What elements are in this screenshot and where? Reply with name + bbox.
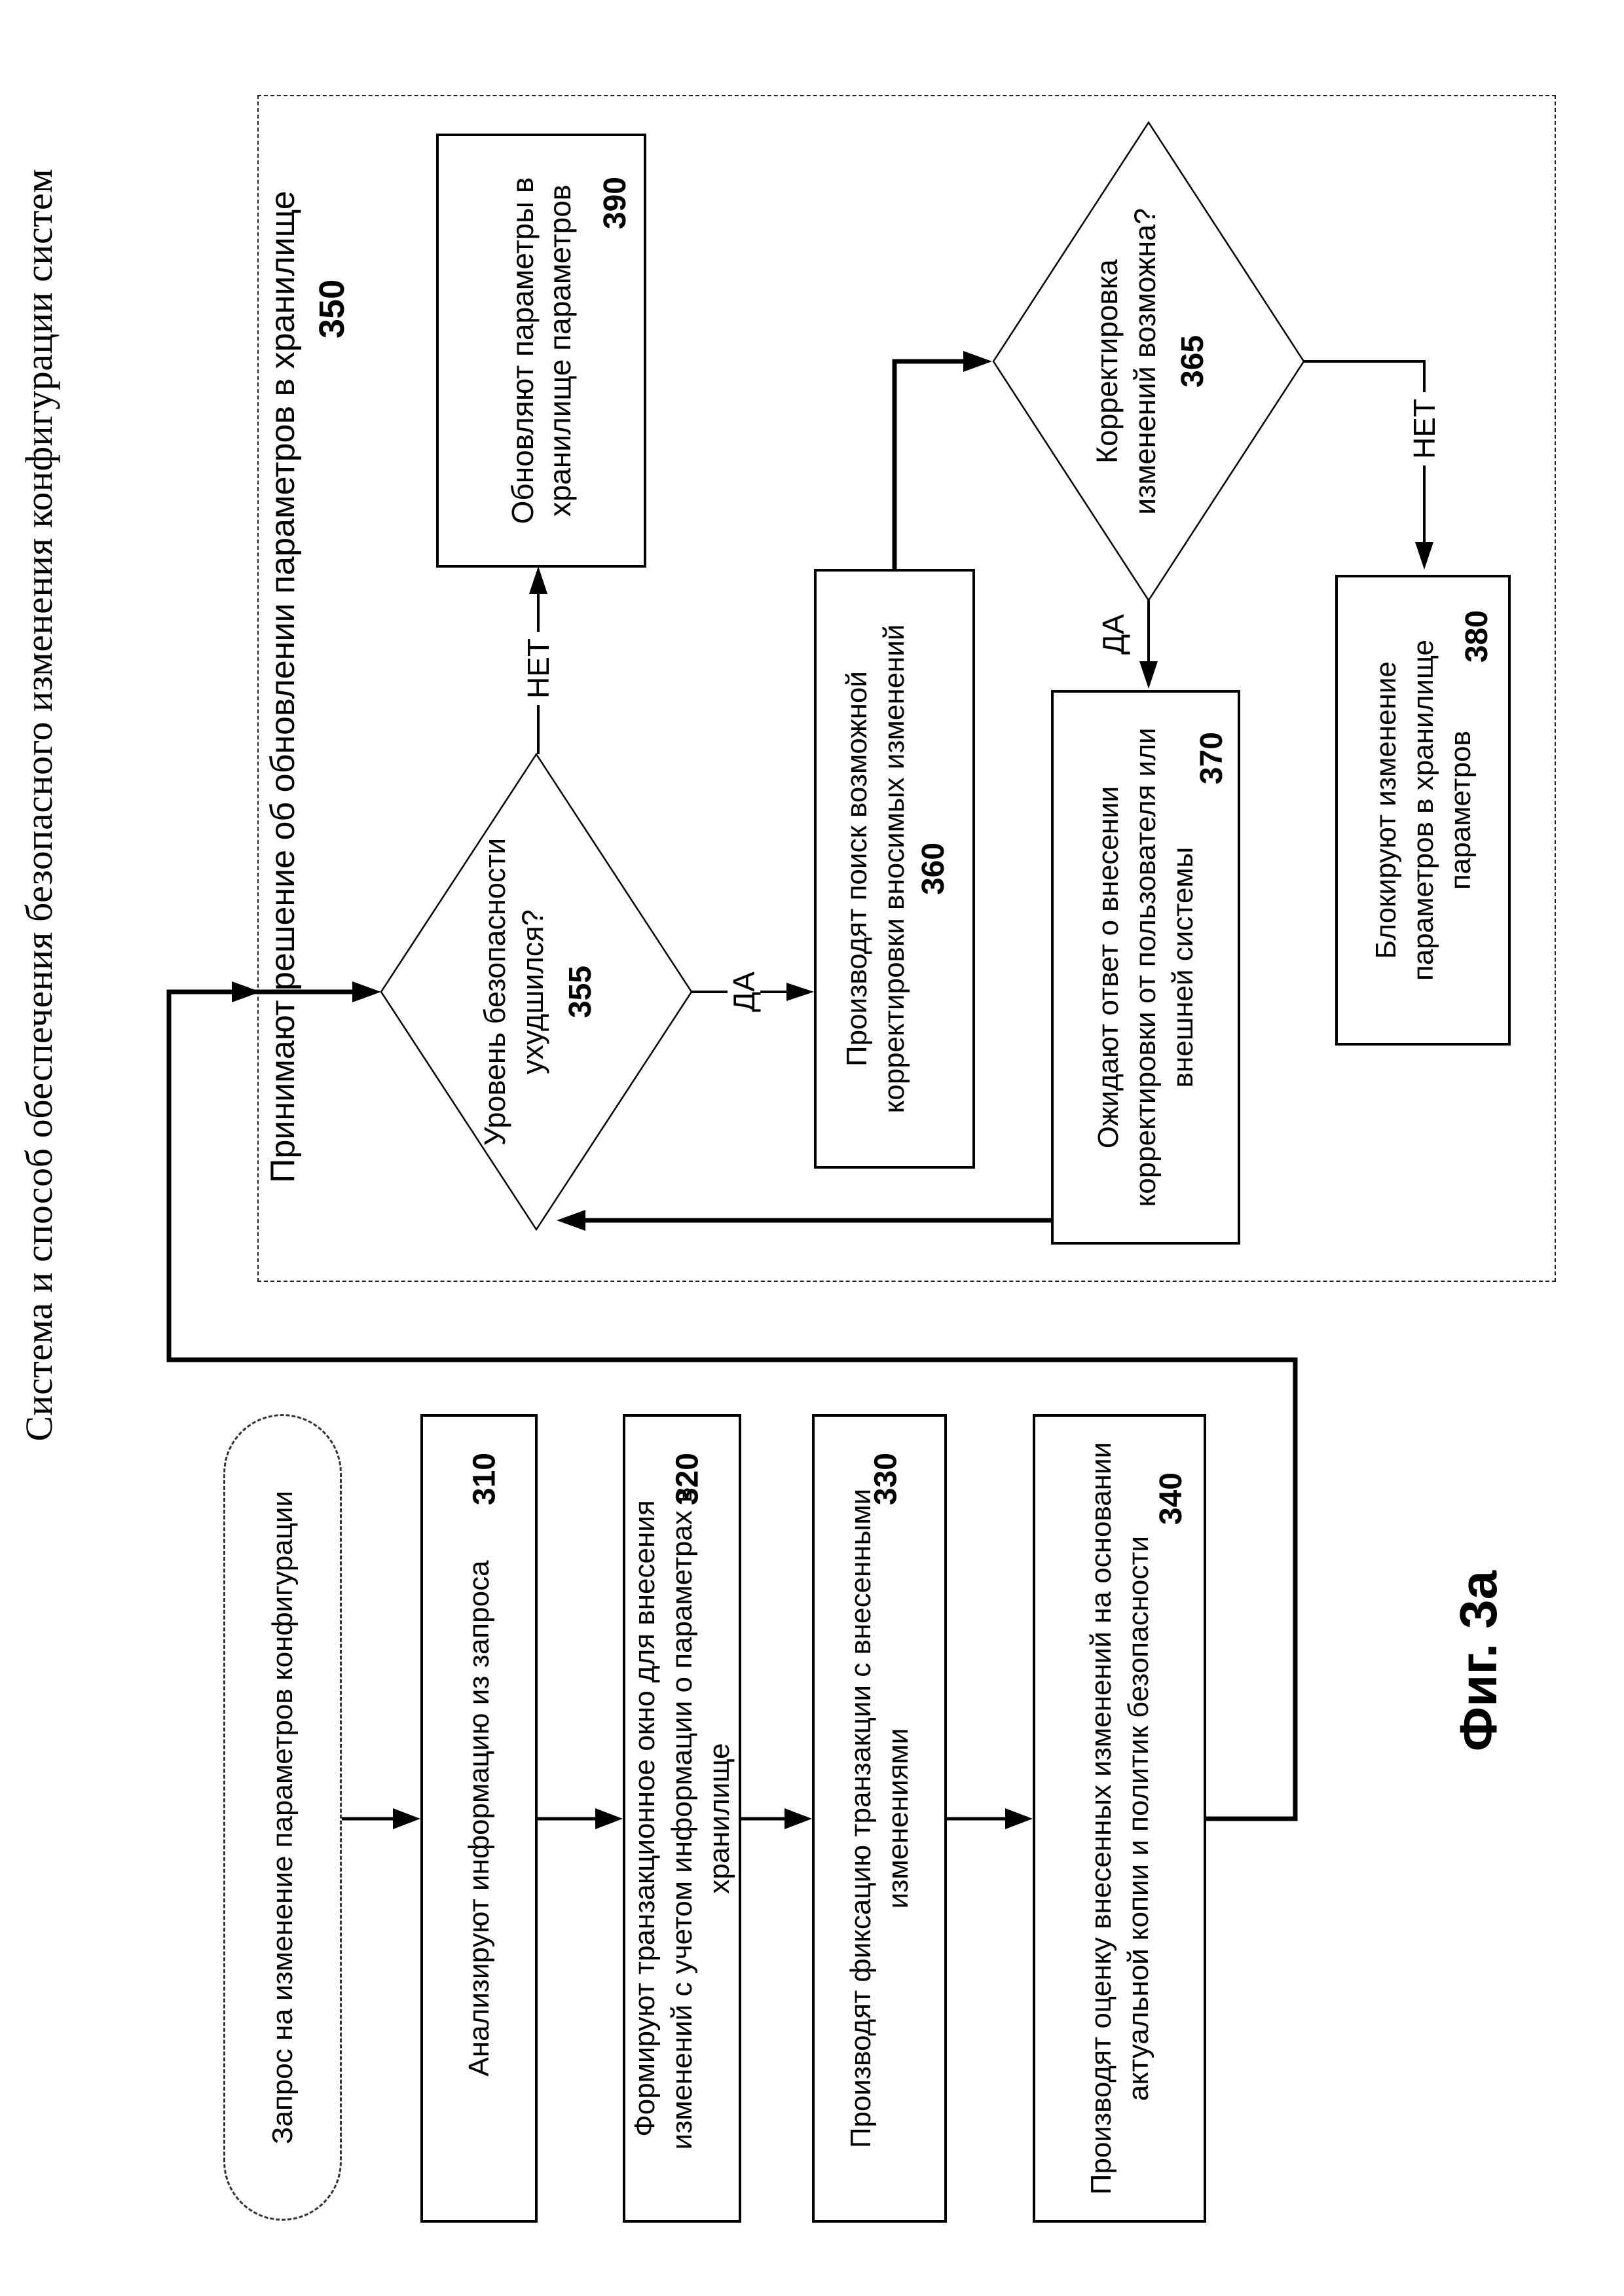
- node-390-text: хранилище параметров: [542, 184, 577, 517]
- node-330-number: 330: [868, 1453, 904, 1506]
- node-370-text: внешней системы: [1167, 847, 1199, 1088]
- node-360-text: корректировки вносимых изменений: [877, 624, 910, 1114]
- node-390-text: Обновляют параметры в: [505, 177, 540, 524]
- node-320-text: Формируют транзакционное окно для внесения: [629, 1500, 661, 2137]
- node-340: [1033, 1414, 1206, 2223]
- node-370-text: Ожидают ответ о внесении: [1092, 786, 1124, 1149]
- node-390: [436, 134, 646, 568]
- node-365-line: изменений возможна?: [1128, 208, 1162, 515]
- node-320-number: 320: [670, 1453, 705, 1506]
- node-330-text: изменениями: [882, 1728, 914, 1909]
- node-330: [812, 1414, 947, 2223]
- node-370-text: корректировки от пользователя или: [1130, 727, 1162, 1207]
- node-365-line: Корректировка: [1090, 259, 1124, 464]
- node-310: [420, 1414, 538, 2223]
- node-365-text: [1044, 165, 1254, 558]
- node-320-text: изменений с учетом информации о параметрах в: [666, 1487, 698, 2150]
- arrowhead-into-region-350: [232, 981, 261, 1002]
- arrowhead-into-370: [1139, 661, 1158, 689]
- node-330-text: Производят фиксацию транзакции с внесенными: [845, 1488, 877, 2149]
- label-yes-355: ДА: [728, 965, 760, 1019]
- node-370-number: 370: [1194, 732, 1229, 785]
- node-355-line: Уровень безопасности: [477, 837, 511, 1146]
- node-320-text: хранилище: [703, 1743, 735, 1894]
- label-no-355: НЕТ: [522, 632, 555, 705]
- node-380: [1335, 575, 1511, 1046]
- arrowhead-into-355: [352, 981, 381, 1002]
- label-no-365: НЕТ: [1408, 392, 1441, 465]
- arrowhead-into-360: [786, 983, 814, 1001]
- node-365-number: 365: [1175, 335, 1210, 388]
- node-360-number: 360: [915, 842, 951, 896]
- node-355-line: ухудшился?: [515, 909, 549, 1074]
- arrowhead-into-390: [529, 566, 547, 594]
- start-text: Запрос на изменение параметров конфигурации: [267, 1490, 299, 2145]
- node-340-text: Производят оценку внесенных изменений на основании: [1084, 1442, 1117, 2195]
- page-title: Система и способ обеспечения безопасного изменения конфигурации систем: [18, 168, 60, 1442]
- node-380-number: 380: [1460, 610, 1494, 663]
- figure-label: Фиг. 3а: [1449, 1570, 1507, 1752]
- node-380-text: параметров в хранилище: [1407, 639, 1439, 981]
- arrowhead-into-380: [1415, 542, 1433, 570]
- node-320: [623, 1414, 741, 2223]
- node-360-text: Производят поиск возможной: [840, 671, 873, 1066]
- node-310-text: Анализируют информацию из запроса: [463, 1560, 495, 2077]
- arrowhead-feedback-into-355: [557, 1210, 585, 1231]
- node-360: [814, 569, 975, 1169]
- edge-365-no-to-380: [1304, 361, 1424, 545]
- node-340-number: 340: [1154, 1472, 1189, 1525]
- node-390-number: 390: [598, 177, 633, 230]
- node-380-text: параметров: [1444, 731, 1477, 890]
- node-310-number: 310: [467, 1453, 502, 1506]
- node-380-text: Блокируют изменение: [1369, 661, 1402, 959]
- connector-360-to-365: [895, 361, 964, 569]
- node-355-number: 355: [563, 965, 598, 1019]
- region-350-number: 350: [312, 279, 352, 338]
- node-start: [223, 1414, 342, 2221]
- region-350-heading: Принимают решение об обновлении параметров в хранилище: [264, 191, 302, 1183]
- node-355-text: [432, 795, 642, 1188]
- node-370: [1051, 690, 1240, 1245]
- label-yes-365: ДА: [1096, 614, 1130, 655]
- arrowhead-into-365: [963, 351, 992, 372]
- node-340-text: актуальной копии и политик безопасности: [1122, 1535, 1154, 2102]
